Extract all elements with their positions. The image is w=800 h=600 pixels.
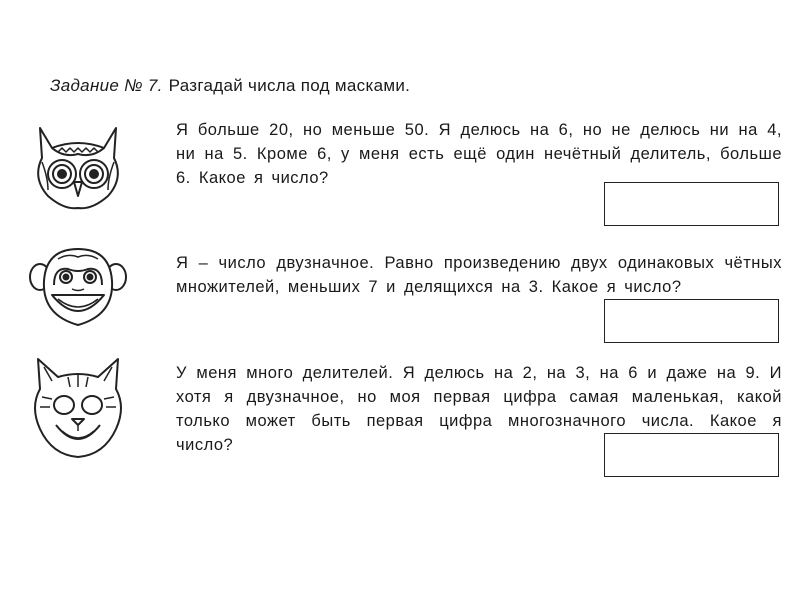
owl-mask-icon: [28, 118, 128, 213]
task-number: Задание № 7.: [50, 76, 163, 95]
riddle-text: У меня много делителей. Я делюсь на 2, на 3, на 6 и даже на 9. И хотя я двузначное, но моя первая цифра самая маленькая, какой только может быть первая цифра многозначного числа. Какое я число?: [176, 364, 782, 454]
task-header: [50, 76, 410, 96]
monkey-mask-icon: [28, 245, 128, 330]
task-title: Разгадай числа под масками.: [168, 76, 411, 95]
riddle-text: Я – число двузначное. Равно произведению двух одинаковых чётных множителей, меньших 7 и делящихся на 3. Какое я число?: [176, 254, 782, 296]
answer-box[interactable]: [604, 433, 779, 477]
riddle-text: Я больше 20, но меньше 50. Я делюсь на 6, но не делюсь ни на 4, ни на 5. Кроме 6, у меня есть ещё один нечётный делитель, больше 6. Какое я число?: [176, 121, 782, 187]
answer-box[interactable]: [604, 299, 779, 343]
cat-mask-icon: [28, 355, 128, 463]
answer-box[interactable]: [604, 182, 779, 226]
